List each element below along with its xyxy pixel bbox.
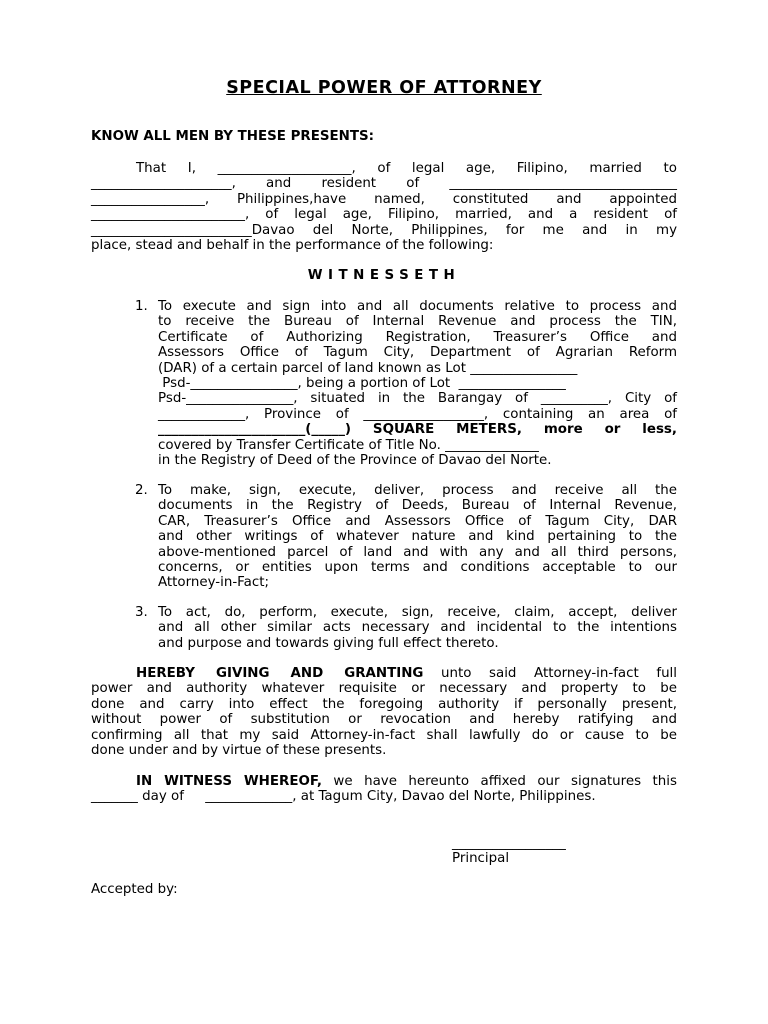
granting-lead: HEREBY GIVING AND GRANTING [136,666,424,681]
item-line: Certificate of Authorizing Registration, Treasurer’s Office and [158,329,677,345]
item-line: Psd-________________, situated in the Barangay of __________, City of [158,391,677,407]
granting-line: power and authority whatever requisite or necessary and property to be [91,681,677,697]
item-line: and purpose and towards giving full effect thereto. [158,635,499,651]
item-line: To make, sign, execute, deliver, process and receive all the [158,483,677,498]
witnesseth-heading: WITNESSETH [307,268,461,283]
list-number: 1. [135,299,148,314]
intro-line: That I, ____________________, of legal age, Filipino, married to [136,161,677,176]
document-title: SPECIAL POWER OF ATTORNEY [226,78,542,98]
item-line: CAR, Treasurer’s Office and Assessors Office of Tagum City, DAR [158,513,677,529]
item-line: to receive the Bureau of Internal Revenue and process the TIN, [158,314,677,330]
whereof-lead: IN WITNESS WHEREOF, [136,774,322,789]
granting-line: done and carry into effect the foregoing authority if personally present, [91,696,677,712]
list-item-2 [135,483,677,591]
list-item-1 [135,299,677,468]
granting-paragraph [91,666,677,758]
intro-paragraph [91,161,677,253]
item-line: Psd-________________, being a portion of Lot ________________ [158,375,566,391]
item-line: Attorney-in-Fact; [158,575,269,591]
item-line-area: ______________________(_____) SQUARE METERS, more or less, [158,422,677,438]
whereof-first-line [91,774,677,789]
intro-line: ________________________Davao del Norte, Philippines, for me and in my [91,222,677,238]
item-line: To act, do, perform, execute, sign, receive, claim, accept, deliver [158,605,677,620]
item-line: documents in the Registry of Deeds, Bureau of Internal Revenue, [158,498,677,514]
item-line: concerns, or entities upon terms and conditions acceptable to our [158,559,677,575]
item-line: Assessors Office of Tagum City, Department of Agrarian Reform [158,345,677,361]
granting-first-rest: unto said Attorney-in-fact full [423,666,677,681]
intro-line: _______________________, of legal age, Filipino, married, and a resident of [91,207,677,223]
item-line: in the Registry of Deed of the Province of Davao del Norte. [158,452,552,468]
accepted-by-label: Accepted by: [91,882,178,897]
list-item-body [158,299,677,468]
item-line: To execute and sign into and all documents relative to process and [158,299,677,314]
item-line: above-mentioned parcel of land and with any and all third persons, [158,544,677,560]
granting-line: without power of substitution or revocation and hereby ratifying and [91,712,677,728]
principal-label: Principal [452,851,510,866]
whereof-first-rest: we have hereunto affixed our signatures this [321,774,677,789]
item-line: covered by Transfer Certificate of Title No. ______________ [158,437,539,453]
intro-line: place, stead and behalf in the performance of the following: [91,237,494,253]
list-item-body [158,605,677,651]
item-line: _____________, Province of __________________, containing an area of [158,406,677,422]
preamble: KNOW ALL MEN BY THESE PRESENTS: [91,129,375,144]
signature-line: _________________ [452,836,566,851]
granting-first-line [91,666,677,681]
intro-line: _____________________, and resident of __________________________________ [91,176,677,192]
item-line: (DAR) of a certain parcel of land known as Lot ________________ [158,360,578,376]
granting-line: confirming all that my said Attorney-in-fact shall lawfully do or cause to be [91,727,677,743]
list-number: 3. [135,605,148,620]
whereof-paragraph [91,774,677,805]
item-line: and other writings of whatever nature and kind pertaining to the [158,529,677,545]
intro-line: _________________, Philippines,have named, constituted and appointed [91,191,677,207]
granting-line: done under and by virtue of these presents. [91,742,387,758]
item-line: and all other similar acts necessary and incidental to the intentions [158,620,677,636]
list-item-3 [135,605,677,651]
list-item-body [158,483,677,591]
whereof-second-line: _______ day of _____________, at Tagum City, Davao del Norte, Philippines. [91,789,596,805]
list-number: 2. [135,483,148,498]
